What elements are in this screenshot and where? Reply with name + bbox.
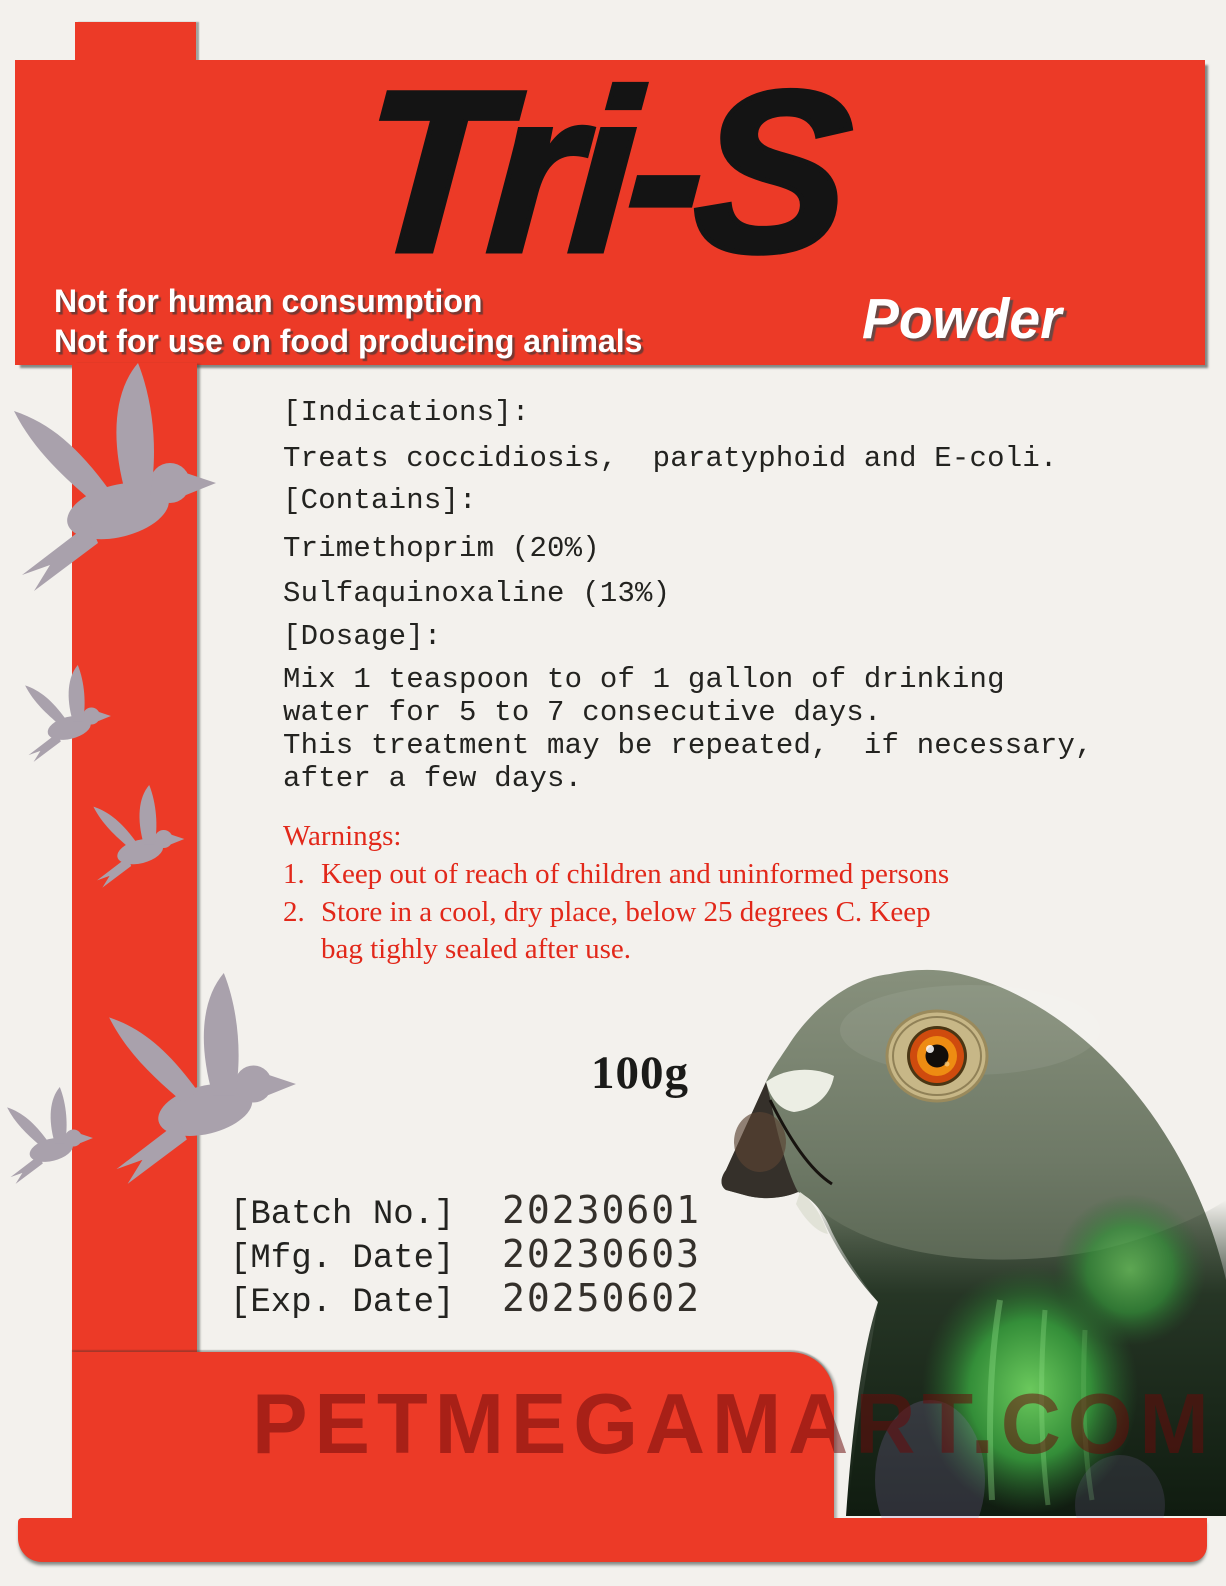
batch-row <box>230 1232 701 1276</box>
exp-date-value: 20250602 <box>502 1276 702 1320</box>
contains-item-1: Trimethoprim (20%) <box>283 532 600 565</box>
warning-item-1 <box>283 858 949 891</box>
dosage-heading: [Dosage]: <box>283 620 442 653</box>
contains-heading: [Contains]: <box>283 484 477 517</box>
dosage-line-4: after a few days. <box>283 762 583 795</box>
dosage-line-1: Mix 1 teaspoon to of 1 gallon of drinking <box>283 663 1005 696</box>
warning-item-2-continuation: bag tighly sealed after use. <box>321 933 632 965</box>
restriction-line-2: Not for use on food producing animals <box>54 323 643 359</box>
watermark-text: PETMEGAMART.COM <box>252 1377 1216 1472</box>
indications-body: Treats coccidiosis, paratyphoid and E-coli. <box>283 442 1058 475</box>
exp-date-label: [Exp. Date] <box>230 1284 455 1322</box>
batch-row <box>230 1276 701 1320</box>
dove-flock-art <box>0 355 330 1255</box>
batch-row <box>230 1188 701 1232</box>
net-weight: 100g <box>591 1047 689 1099</box>
warning-item-2-number: 2. <box>283 896 305 928</box>
mfg-date-label: [Mfg. Date] <box>230 1240 455 1278</box>
warning-item-1-number: 1. <box>283 858 305 890</box>
batch-number-value: 20230601 <box>502 1188 702 1232</box>
dosage-line-3: This treatment may be repeated, if necessary, <box>283 729 1093 762</box>
mfg-date-value: 20230603 <box>502 1232 702 1276</box>
warning-item-1-text: Keep out of reach of children and uninformed persons <box>321 858 950 890</box>
restriction-line-1: Not for human consumption <box>54 283 483 319</box>
batch-number-label: [Batch No.] <box>230 1196 455 1234</box>
pigeon-eye <box>887 1011 987 1101</box>
product-title: Tri-S <box>353 43 851 300</box>
warning-item-2-text: Store in a cool, dry place, below 25 degrees C. Keep <box>321 896 931 928</box>
form-powder-label: Powder <box>862 287 1062 351</box>
warning-item-2 <box>283 896 931 929</box>
bottom-strip <box>18 1518 1207 1562</box>
warnings-title: Warnings: <box>283 820 402 852</box>
batch-info-block <box>230 1188 701 1320</box>
indications-heading: [Indications]: <box>283 396 530 429</box>
contains-item-2: Sulfaquinoxaline (13%) <box>283 577 671 610</box>
dosage-line-2: water for 5 to 7 consecutive days. <box>283 696 882 729</box>
